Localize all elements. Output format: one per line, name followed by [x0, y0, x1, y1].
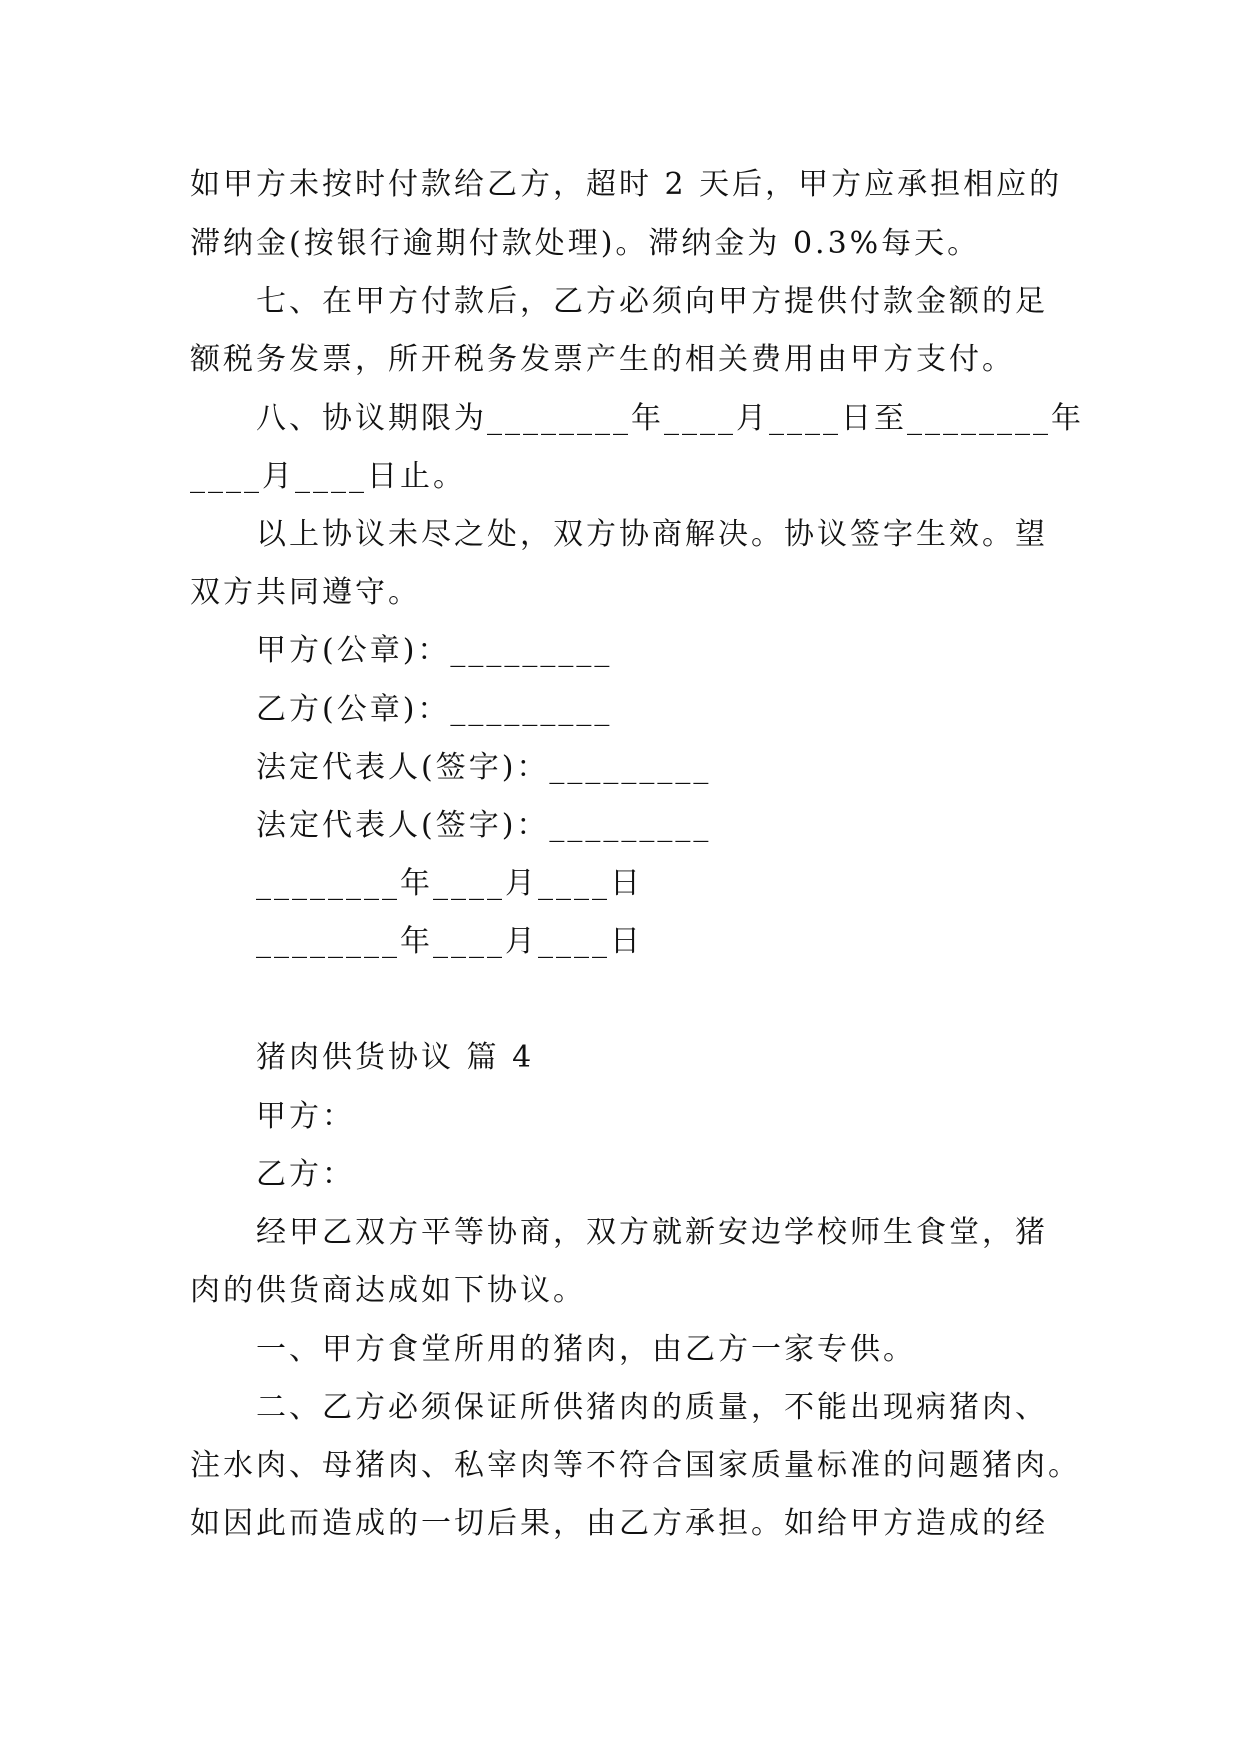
- clause-7-line-1: 七、在甲方付款后，乙方必须向甲方提供付款金额的足: [256, 284, 1048, 319]
- closing-line-2: 双方共同遵守。: [190, 575, 421, 610]
- clause-1-line-1: 一、甲方食堂所用的猪肉，由乙方一家专供。: [256, 1332, 916, 1367]
- clause-8-line-2: ____月____日止。: [190, 459, 466, 494]
- party-a-label: 甲方：: [256, 1099, 355, 1134]
- section-title: 猪肉供货协议 篇 4: [256, 1040, 535, 1075]
- legal-rep-signature-line-1: 法定代表人(签字)：_________: [256, 750, 712, 785]
- clause-7-line-2: 额税务发票，所开税务发票产生的相关费用由甲方支付。: [190, 342, 1015, 377]
- intro-line-2: 肉的供货商达成如下协议。: [190, 1273, 586, 1308]
- party-a-seal-line: 甲方(公章)：_________: [256, 633, 613, 668]
- party-b-label: 乙方：: [256, 1157, 355, 1192]
- clause-2-line-1: 二、乙方必须保证所供猪肉的质量，不能出现病猪肉、: [256, 1390, 1048, 1425]
- party-b-seal-line: 乙方(公章)：_________: [256, 692, 613, 727]
- clause-2-line-2: 注水肉、母猪肉、私宰肉等不符合国家质量标准的问题猪肉。: [190, 1448, 1081, 1483]
- date-line-1: ________年____月____日: [256, 866, 643, 901]
- paragraph-6-line-2: 滞纳金(按银行逾期付款处理)。滞纳金为 0.3%每天。: [190, 226, 981, 261]
- date-line-2: ________年____月____日: [256, 924, 643, 959]
- intro-line-1: 经甲乙双方平等协商，双方就新安边学校师生食堂，猪: [256, 1215, 1048, 1250]
- closing-line-1: 以上协议未尽之处，双方协商解决。协议签字生效。望: [256, 517, 1048, 552]
- clause-2-line-3: 如因此而造成的一切后果，由乙方承担。如给甲方造成的经: [190, 1506, 1048, 1541]
- clause-8-line-1: 八、协议期限为________年____月____日至________年: [256, 401, 1084, 436]
- legal-rep-signature-line-2: 法定代表人(签字)：_________: [256, 808, 712, 843]
- paragraph-6-line-1: 如甲方未按时付款给乙方，超时 2 天后，甲方应承担相应的: [190, 167, 1063, 202]
